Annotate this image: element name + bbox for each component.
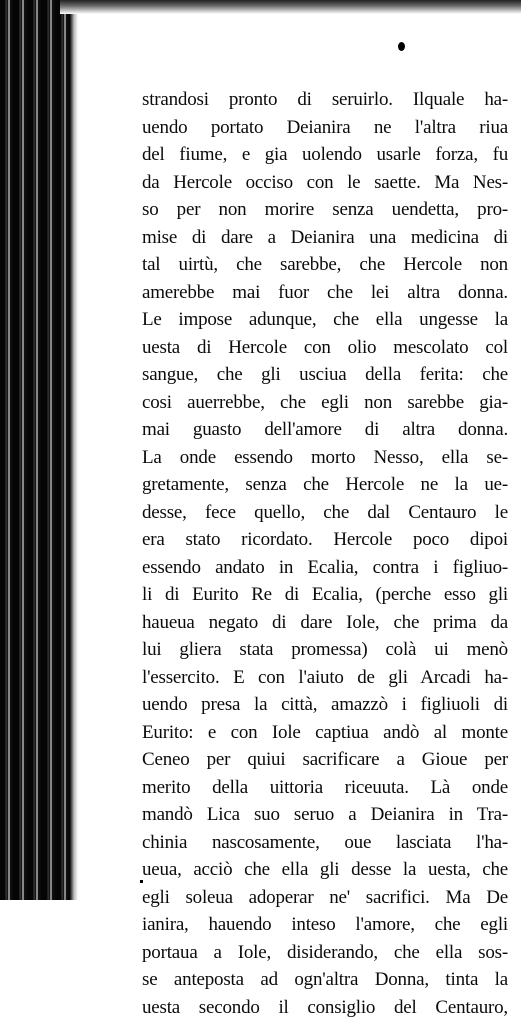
text-line: Eurito: e con Iole captiua andò al monte: [142, 719, 508, 747]
text-line: era stato ricordato. Hercole poco dipoi: [142, 526, 508, 554]
text-line: ianira, hauendo inteso l'amore, che egli: [142, 911, 508, 939]
text-line: Ceneo per quiui sacrificare a Gioue per: [142, 746, 508, 774]
text-line: essendo andato in Ecalia, contra i figliuo-: [142, 554, 508, 582]
text-line: portaua a Iole, disiderando, che ella sos-: [142, 939, 508, 967]
text-line: lui gliera stata promessa) colà ui menò: [142, 636, 508, 664]
text-line: merito della uittoria riceuuta. Là onde: [142, 774, 508, 802]
text-line: da Hercole occiso con le saette. Ma Nes-: [142, 169, 508, 197]
text-line: tal uirtù, che sarebbe, che Hercole non: [142, 251, 508, 279]
text-line: l'essercito. E con l'aiuto de gli Arcadi ha-: [142, 664, 508, 692]
text-line: mai guasto dell'amore di altra donna.: [142, 416, 508, 444]
ink-speck: [140, 880, 143, 883]
text-line: mise di dare a Deianira una medicina di: [142, 224, 508, 252]
ink-mark: [398, 42, 405, 51]
text-line: desse, fece quello, che dal Centauro le: [142, 499, 508, 527]
book-gutter: [0, 0, 72, 900]
text-line: Le impose adunque, che ella ungesse la: [142, 306, 508, 334]
text-line: mandò Lica suo seruo a Deianira in Tra-: [142, 801, 508, 829]
page-top-edge: [60, 0, 521, 14]
page-text: [142, 86, 508, 1021]
text-line: li di Eurito Re di Ecalia, (perche esso gli: [142, 581, 508, 609]
text-line: so per non morire senza uendetta, pro-: [142, 196, 508, 224]
text-line: se anteposta ad ogn'altra Donna, tinta la: [142, 966, 508, 994]
text-line: uesta secondo il consiglio del Centauro,: [142, 994, 508, 1021]
text-line: uendo portato Deianira ne l'altra riua: [142, 114, 508, 142]
text-line: strandosi pronto di seruirlo. Ilquale ha-: [142, 86, 508, 114]
text-line: ueua, acciò che ella gli desse la uesta, che: [142, 856, 508, 884]
text-line: haueua negato di dare Iole, che prima da: [142, 609, 508, 637]
text-line: sangue, che gli usciua della ferita: che: [142, 361, 508, 389]
text-line: egli soleua adoperar ne' sacrifici. Ma De: [142, 884, 508, 912]
text-line: del fiume, e gia uolendo usarle forza, fu: [142, 141, 508, 169]
text-line: uesta di Hercole con olio mescolato col: [142, 334, 508, 362]
text-line: uendo presa la città, amazzò i figliuoli di: [142, 691, 508, 719]
text-line: cosi auerrebbe, che egli non sarebbe gia-: [142, 389, 508, 417]
text-line: amerebbe mai fuor che lei altra donna.: [142, 279, 508, 307]
text-line: gretamente, senza che Hercole ne la ue-: [142, 471, 508, 499]
text-line: chinia nascosamente, oue lasciata l'ha-: [142, 829, 508, 857]
text-line: La onde essendo morto Nesso, ella se-: [142, 444, 508, 472]
